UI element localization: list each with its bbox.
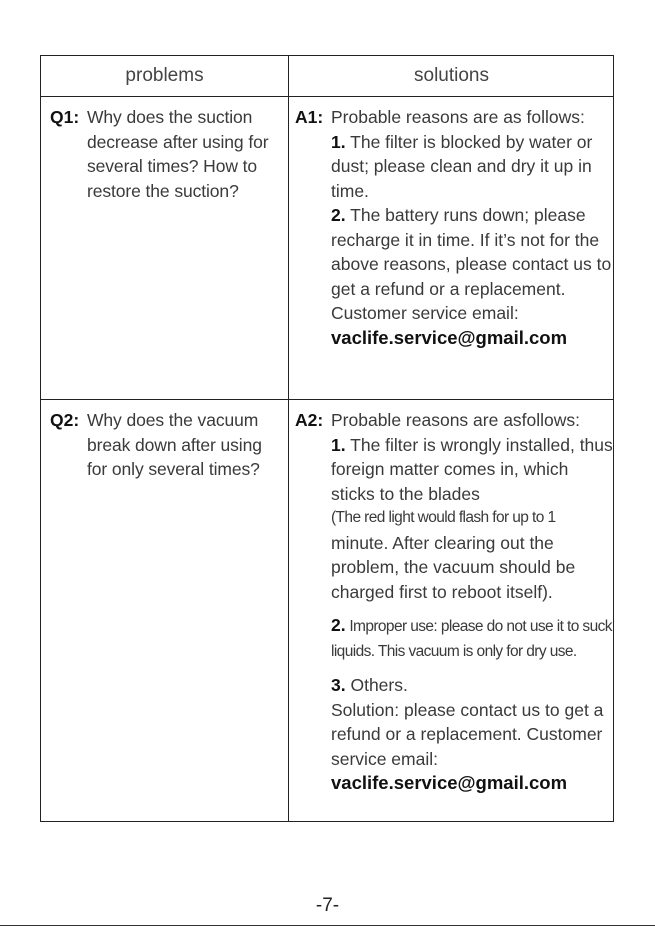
question-2-label: Q2: [50,410,80,430]
answer-1-item-2 [331,203,613,326]
header-problems: problems [125,65,204,86]
answer-2-item-3 [331,673,613,698]
answer-2-item-3-number: 3. [331,675,346,695]
question-1-text: Why does the suction decrease after using for several times? How to restore the suction? [87,107,269,201]
answer-1-item-1 [331,130,613,204]
answer-1-item-1-text: The filter is blocked by water or dust; please clean and dry it up in time. [331,131,593,201]
answer-1-intro: Probable reasons are as follows: [331,107,585,127]
answer-2-item-1-text: The filter is wrongly installed, thus foreign matter comes in, which sticks to the blades [331,434,613,504]
answer-2-item-1 [331,433,613,605]
header-solutions: solutions [414,65,489,86]
answer-1-label: A1: [295,107,324,127]
answer-2-item-3-text: Others. [345,675,408,695]
question-1-label: Q1: [50,107,80,127]
page-number: -7- [315,895,340,916]
answer-2-item-1-number: 1. [331,434,346,455]
column-divider [288,56,289,821]
answer-2 [295,408,613,796]
answer-2-item-2-number: 2. [331,615,346,635]
answer-1 [295,105,613,350]
answer-2-label: A2: [295,410,324,430]
row-divider [41,399,613,400]
answer-1-item-1-number: 1. [331,131,346,152]
answer-2-item-1-note: (The red light would flash for up to 1 [331,509,556,526]
header-divider [41,96,613,97]
answer-2-email: vaclife.service@gmail.com [331,772,568,793]
bottom-rule [0,925,655,926]
question-2 [50,408,286,482]
faq-table [40,55,614,822]
answer-2-solution: Solution: please contact us to get a refund or a replacement. Customer service email: [331,699,604,769]
answer-1-item-2-number: 2. [331,205,346,225]
answer-2-item-2-text: Improper use: please do not use it to suck liquids. This vacuum is only for dry use. [331,618,612,660]
question-2-text: Why does the vacuum break down after using for only several times? [87,410,262,479]
answer-1-email: vaclife.service@gmail.com [331,326,568,348]
question-1 [50,105,286,203]
answer-1-item-2-text: The battery runs down; please recharge it in time. If it’s not for the above reasons, please contact us to get a refund or a replacement. Customer service email: [331,205,612,323]
answer-2-item-2 [331,613,613,664]
answer-2-item-1-continued: minute. After clearing out the problem, the vacuum should be charged first to reboot itself). [331,532,576,602]
answer-2-intro: Probable reasons are asfollows: [331,410,581,430]
